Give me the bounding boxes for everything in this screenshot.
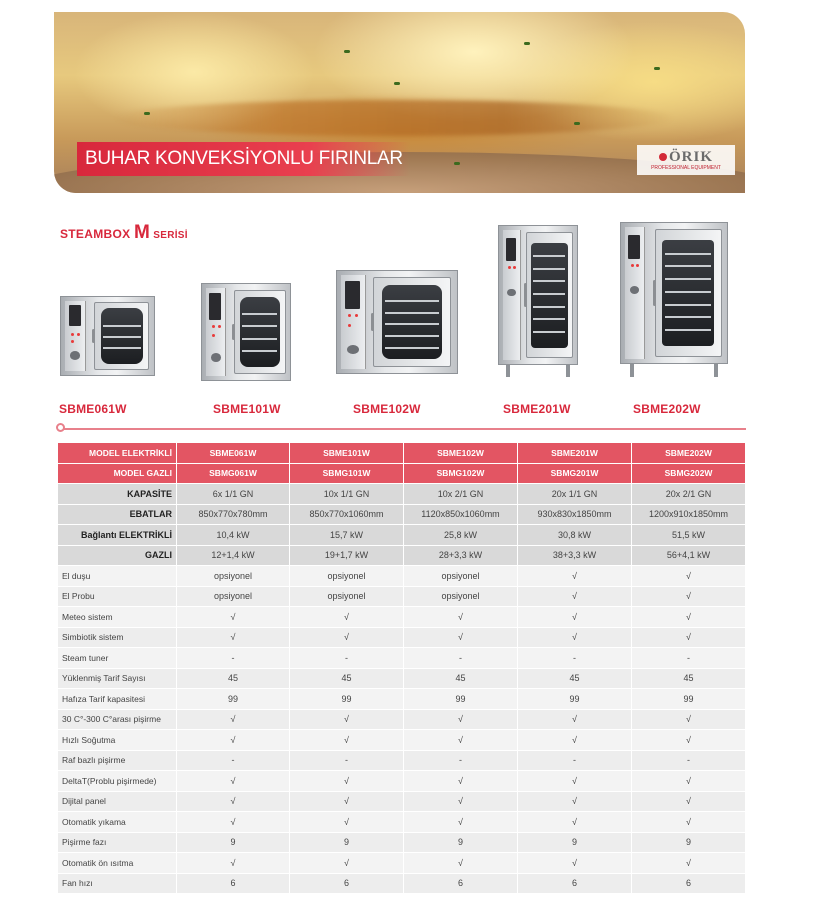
table-cell: √ bbox=[632, 607, 746, 628]
table-cell: 20x 1/1 GN bbox=[518, 484, 632, 505]
table-cell: 19+1,7 kW bbox=[290, 545, 404, 566]
led-icon bbox=[348, 314, 351, 317]
table-cell: 15,7 kW bbox=[290, 525, 404, 546]
oven-door bbox=[234, 290, 286, 375]
table-cell: 9 bbox=[290, 832, 404, 853]
product-label: SBME201W bbox=[503, 402, 571, 416]
table-cell: 1120x850x1060mm bbox=[404, 504, 518, 525]
table-cell: 6x 1/1 GN bbox=[177, 484, 290, 505]
product-label: SBME061W bbox=[59, 402, 127, 416]
control-panel bbox=[341, 275, 366, 369]
table-cell: 9 bbox=[518, 832, 632, 853]
table-cell: √ bbox=[177, 709, 290, 730]
herb-garnish bbox=[394, 82, 400, 85]
door-handle bbox=[371, 313, 374, 331]
table-row bbox=[58, 668, 746, 689]
tray-rack bbox=[665, 291, 711, 293]
oven-image-sbme102w bbox=[336, 270, 458, 374]
table-cell: √ bbox=[404, 853, 518, 874]
tray-rack bbox=[665, 316, 711, 318]
tray-rack bbox=[665, 278, 711, 280]
control-panel bbox=[65, 301, 86, 371]
table-cell: SBMG202W bbox=[632, 463, 746, 484]
table-cell: √ bbox=[518, 791, 632, 812]
table-cell: 850x770x1060mm bbox=[290, 504, 404, 525]
herb-garnish bbox=[524, 42, 530, 45]
oven-leg bbox=[566, 365, 570, 377]
dial-knob bbox=[630, 286, 640, 294]
table-cell: √ bbox=[518, 853, 632, 874]
table-row bbox=[58, 648, 746, 669]
dial-knob bbox=[70, 351, 80, 359]
led-icon bbox=[212, 325, 215, 328]
oven-leg bbox=[630, 364, 634, 377]
tray-rack bbox=[242, 350, 277, 352]
row-label: Dijital panel bbox=[58, 791, 177, 812]
tray-rack bbox=[533, 280, 565, 282]
table-cell: - bbox=[632, 750, 746, 771]
door-handle bbox=[653, 280, 656, 305]
table-cell: √ bbox=[177, 812, 290, 833]
table-cell: √ bbox=[632, 586, 746, 607]
table-cell: - bbox=[404, 648, 518, 669]
table-cell: √ bbox=[632, 730, 746, 751]
logo-dot-icon bbox=[659, 153, 667, 161]
table-cell: √ bbox=[632, 627, 746, 648]
table-cell: 850x770x780mm bbox=[177, 504, 290, 525]
tray-rack bbox=[385, 312, 439, 314]
row-label: Steam tuner bbox=[58, 648, 177, 669]
table-cell: opsiyonel bbox=[404, 566, 518, 587]
led-icon bbox=[631, 264, 634, 267]
row-label: 30 C°-300 C°arası pişirme bbox=[58, 709, 177, 730]
table-cell: √ bbox=[290, 771, 404, 792]
table-cell: SBME102W bbox=[404, 443, 518, 464]
table-cell: 51,5 kW bbox=[632, 525, 746, 546]
led-icon bbox=[348, 324, 351, 327]
control-screen bbox=[209, 293, 221, 319]
table-cell: √ bbox=[632, 791, 746, 812]
table-cell: SBME201W bbox=[518, 443, 632, 464]
table-cell: √ bbox=[177, 607, 290, 628]
product-label: SBME202W bbox=[633, 402, 701, 416]
table-cell: 9 bbox=[632, 832, 746, 853]
table-cell: - bbox=[632, 648, 746, 669]
table-cell: √ bbox=[404, 627, 518, 648]
table-spec-row bbox=[58, 545, 746, 566]
led-icon bbox=[508, 266, 511, 269]
table-row bbox=[58, 832, 746, 853]
tray-rack bbox=[665, 253, 711, 255]
table-cell: √ bbox=[518, 566, 632, 587]
led-icon bbox=[77, 333, 80, 336]
herb-garnish bbox=[654, 67, 660, 70]
tray-rack bbox=[533, 255, 565, 257]
row-label: Otomatik ön ısıtma bbox=[58, 853, 177, 874]
table-cell: 45 bbox=[518, 668, 632, 689]
table-cell: opsiyonel bbox=[290, 566, 404, 587]
tray-rack bbox=[533, 268, 565, 270]
table-cell: √ bbox=[290, 853, 404, 874]
herb-garnish bbox=[454, 162, 460, 165]
table-cell: 99 bbox=[404, 689, 518, 710]
oven-door bbox=[94, 302, 149, 371]
table-cell: 28+3,3 kW bbox=[404, 545, 518, 566]
herb-garnish bbox=[144, 112, 150, 115]
oven-image-sbme101w bbox=[201, 283, 291, 381]
row-label: MODEL GAZLI bbox=[58, 463, 177, 484]
oven-leg bbox=[506, 365, 510, 377]
table-cell: - bbox=[290, 750, 404, 771]
table-cell: √ bbox=[518, 709, 632, 730]
table-cell: SBME202W bbox=[632, 443, 746, 464]
table-cell: 9 bbox=[404, 832, 518, 853]
row-label: GAZLI bbox=[58, 545, 177, 566]
tray-rack bbox=[533, 293, 565, 295]
tray-rack bbox=[103, 325, 140, 327]
table-row bbox=[58, 771, 746, 792]
table-cell: √ bbox=[290, 730, 404, 751]
table-cell: 9 bbox=[177, 832, 290, 853]
hero-banner bbox=[54, 12, 745, 193]
oven-image-sbme061w bbox=[60, 296, 155, 376]
oven-window bbox=[382, 285, 443, 359]
table-cell: √ bbox=[518, 607, 632, 628]
table-cell: - bbox=[290, 648, 404, 669]
led-icon bbox=[71, 333, 74, 336]
table-cell: 20x 2/1 GN bbox=[632, 484, 746, 505]
door-handle bbox=[524, 283, 527, 308]
table-cell: √ bbox=[404, 730, 518, 751]
control-screen bbox=[628, 235, 639, 259]
product-label: SBME101W bbox=[213, 402, 281, 416]
table-cell: 99 bbox=[518, 689, 632, 710]
led-icon bbox=[212, 334, 215, 337]
table-cell: √ bbox=[632, 771, 746, 792]
row-label: DeltaT(Problu pişirmede) bbox=[58, 771, 177, 792]
table-cell: 56+4,1 kW bbox=[632, 545, 746, 566]
table-cell: opsiyonel bbox=[177, 566, 290, 587]
tray-rack bbox=[533, 331, 565, 333]
row-label: Fan hızı bbox=[58, 873, 177, 894]
table-cell: √ bbox=[518, 586, 632, 607]
row-label: Meteo sistem bbox=[58, 607, 177, 628]
oven-window bbox=[101, 308, 143, 364]
table-cell: √ bbox=[404, 709, 518, 730]
table-cell: √ bbox=[290, 791, 404, 812]
tray-rack bbox=[385, 323, 439, 325]
spec-table-body bbox=[58, 443, 746, 894]
food-crust-image bbox=[114, 100, 674, 136]
control-screen bbox=[506, 238, 516, 261]
table-cell: √ bbox=[290, 627, 404, 648]
table-cell: √ bbox=[518, 771, 632, 792]
herb-garnish bbox=[574, 122, 580, 125]
table-cell: 30,8 kW bbox=[518, 525, 632, 546]
table-cell: √ bbox=[177, 791, 290, 812]
table-cell: 99 bbox=[632, 689, 746, 710]
oven-door bbox=[526, 232, 574, 359]
table-cell: SBMG201W bbox=[518, 463, 632, 484]
oven-leg bbox=[714, 364, 718, 377]
table-cell: - bbox=[518, 648, 632, 669]
table-row bbox=[58, 607, 746, 628]
table-row bbox=[58, 586, 746, 607]
table-row bbox=[58, 566, 746, 587]
table-cell: 10,4 kW bbox=[177, 525, 290, 546]
table-spec-row bbox=[58, 525, 746, 546]
table-cell: √ bbox=[632, 853, 746, 874]
table-cell: opsiyonel bbox=[177, 586, 290, 607]
tray-rack bbox=[665, 304, 711, 306]
table-cell: √ bbox=[177, 730, 290, 751]
led-icon bbox=[636, 264, 639, 267]
table-row bbox=[58, 730, 746, 751]
table-cell: 930x830x1850mm bbox=[518, 504, 632, 525]
tray-rack bbox=[103, 336, 140, 338]
led-icon bbox=[513, 266, 516, 269]
control-panel bbox=[503, 230, 521, 360]
table-cell: opsiyonel bbox=[404, 586, 518, 607]
table-cell: 10x 2/1 GN bbox=[404, 484, 518, 505]
table-cell: √ bbox=[632, 812, 746, 833]
row-label: Hafıza Tarif kapasitesi bbox=[58, 689, 177, 710]
table-cell: √ bbox=[290, 812, 404, 833]
row-label: Hızlı Soğutma bbox=[58, 730, 177, 751]
table-row bbox=[58, 873, 746, 894]
table-cell: SBMG061W bbox=[177, 463, 290, 484]
row-label: Raf bazlı pişirme bbox=[58, 750, 177, 771]
door-handle bbox=[92, 329, 95, 342]
tray-rack bbox=[385, 347, 439, 349]
row-label: Yüklenmiş Tarif Sayısı bbox=[58, 668, 177, 689]
row-label: Pişirme fazı bbox=[58, 832, 177, 853]
logo-wordmark bbox=[659, 150, 713, 165]
oven-door bbox=[655, 229, 722, 358]
table-cell: 45 bbox=[290, 668, 404, 689]
table-cell: - bbox=[404, 750, 518, 771]
oven-image-sbme201w bbox=[498, 225, 578, 365]
dial-knob bbox=[211, 353, 221, 362]
table-row bbox=[58, 812, 746, 833]
series-suffix: SERİSİ bbox=[150, 230, 188, 241]
control-panel bbox=[625, 227, 645, 359]
table-spec-row bbox=[58, 504, 746, 525]
table-cell: 45 bbox=[177, 668, 290, 689]
table-cell: 1200x910x1850mm bbox=[632, 504, 746, 525]
table-cell: √ bbox=[177, 771, 290, 792]
table-cell: √ bbox=[404, 607, 518, 628]
table-cell: 99 bbox=[177, 689, 290, 710]
table-cell: opsiyonel bbox=[290, 586, 404, 607]
table-cell: √ bbox=[404, 812, 518, 833]
table-cell: 10x 1/1 GN bbox=[290, 484, 404, 505]
brand-logo bbox=[637, 145, 735, 175]
row-label: El Probu bbox=[58, 586, 177, 607]
row-label: Simbiotik sistem bbox=[58, 627, 177, 648]
series-letter: M bbox=[134, 222, 151, 243]
door-handle bbox=[232, 324, 235, 341]
series-prefix: STEAMBOX bbox=[60, 227, 135, 241]
table-header-row bbox=[58, 443, 746, 464]
row-label: Otomatik yıkama bbox=[58, 812, 177, 833]
row-label: MODEL ELEKTRİKLİ bbox=[58, 443, 177, 464]
led-icon bbox=[71, 340, 74, 343]
tray-rack bbox=[385, 335, 439, 337]
led-icon bbox=[355, 314, 358, 317]
table-cell: √ bbox=[290, 607, 404, 628]
table-row bbox=[58, 689, 746, 710]
row-label: Bağlantı ELEKTRİKLİ bbox=[58, 525, 177, 546]
herb-garnish bbox=[344, 50, 350, 53]
table-cell: 6 bbox=[518, 873, 632, 894]
table-cell: 38+3,3 kW bbox=[518, 545, 632, 566]
oven-window bbox=[662, 240, 714, 347]
table-header-row bbox=[58, 463, 746, 484]
control-screen bbox=[345, 281, 359, 309]
tray-rack bbox=[385, 300, 439, 302]
table-cell: SBME061W bbox=[177, 443, 290, 464]
table-cell: SBMG102W bbox=[404, 463, 518, 484]
logo-text: ÖRIK bbox=[668, 148, 713, 165]
table-cell: √ bbox=[404, 791, 518, 812]
table-cell: √ bbox=[404, 771, 518, 792]
table-spec-row bbox=[58, 484, 746, 505]
control-panel bbox=[206, 288, 226, 376]
table-cell: 25,8 kW bbox=[404, 525, 518, 546]
row-label: EBATLAR bbox=[58, 504, 177, 525]
table-cell: √ bbox=[518, 812, 632, 833]
table-cell: √ bbox=[290, 709, 404, 730]
table-row bbox=[58, 791, 746, 812]
control-screen bbox=[69, 305, 81, 326]
tray-rack bbox=[242, 338, 277, 340]
table-cell: √ bbox=[518, 730, 632, 751]
tray-rack bbox=[103, 347, 140, 349]
table-cell: √ bbox=[177, 853, 290, 874]
table-row bbox=[58, 709, 746, 730]
dial-knob bbox=[507, 289, 516, 297]
divider-dot-icon bbox=[56, 423, 65, 432]
tray-rack bbox=[665, 265, 711, 267]
table-row bbox=[58, 627, 746, 648]
table-cell: - bbox=[518, 750, 632, 771]
tray-rack bbox=[533, 306, 565, 308]
table-cell: SBMG101W bbox=[290, 463, 404, 484]
oven-window bbox=[240, 297, 280, 366]
table-cell: 45 bbox=[404, 668, 518, 689]
spec-table bbox=[57, 442, 746, 894]
dial-knob bbox=[347, 345, 359, 354]
row-label: El duşu bbox=[58, 566, 177, 587]
table-cell: 6 bbox=[632, 873, 746, 894]
table-cell: 12+1,4 kW bbox=[177, 545, 290, 566]
row-label: KAPASİTE bbox=[58, 484, 177, 505]
tray-rack bbox=[665, 329, 711, 331]
table-row bbox=[58, 853, 746, 874]
tray-rack bbox=[533, 318, 565, 320]
table-cell: √ bbox=[632, 566, 746, 587]
oven-door bbox=[373, 277, 451, 367]
table-cell: 99 bbox=[290, 689, 404, 710]
table-cell: 6 bbox=[177, 873, 290, 894]
logo-subtext: PROFESSIONAL EQUIPMENT bbox=[651, 164, 721, 171]
table-cell: √ bbox=[518, 627, 632, 648]
table-row bbox=[58, 750, 746, 771]
table-cell: 45 bbox=[632, 668, 746, 689]
page-title: BUHAR KONVEKSİYONLU FIRINLAR bbox=[77, 142, 410, 176]
table-cell: √ bbox=[177, 627, 290, 648]
table-cell: - bbox=[177, 648, 290, 669]
oven-window bbox=[531, 243, 568, 348]
led-icon bbox=[218, 325, 221, 328]
tray-rack bbox=[242, 325, 277, 327]
table-cell: √ bbox=[632, 709, 746, 730]
oven-image-sbme202w bbox=[620, 222, 728, 364]
series-heading bbox=[60, 222, 188, 244]
table-cell: 6 bbox=[290, 873, 404, 894]
section-divider bbox=[62, 428, 746, 430]
product-label: SBME102W bbox=[353, 402, 421, 416]
table-cell: 6 bbox=[404, 873, 518, 894]
tray-rack bbox=[242, 313, 277, 315]
table-cell: - bbox=[177, 750, 290, 771]
table-cell: SBME101W bbox=[290, 443, 404, 464]
